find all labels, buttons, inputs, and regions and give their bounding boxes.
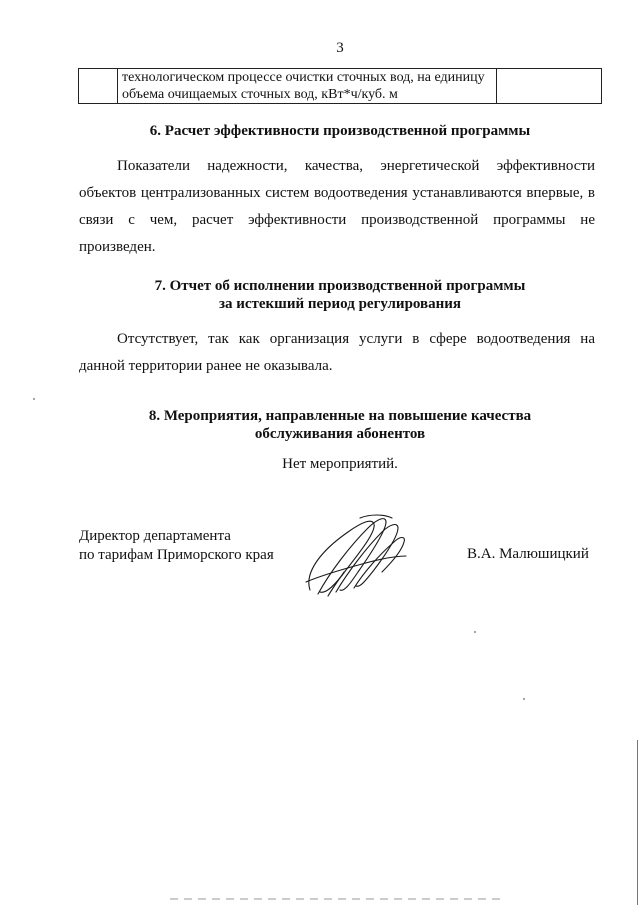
section-7-title — [80, 277, 600, 313]
section-8-text: Нет мероприятий. — [282, 456, 398, 472]
signer-position — [79, 527, 274, 565]
scan-edge-line — [637, 740, 638, 905]
scan-bottom-noise — [170, 898, 500, 900]
scan-speck — [474, 631, 476, 633]
table-row — [79, 69, 602, 104]
signer-position-line2: по тарифам Приморского края — [79, 547, 274, 563]
section-8-title — [80, 407, 600, 443]
section-7-title-line1: 7. Отчет об исполнении производственной программы — [154, 278, 526, 294]
section-8-title-line2: обслуживания абонентов — [254, 426, 426, 442]
page-number: 3 — [336, 40, 344, 56]
table-cell-value — [497, 69, 602, 104]
scan-speck — [523, 698, 525, 700]
scan-speck — [33, 398, 35, 400]
table-cell-description: технологическом процессе очистки сточных вод, на единицу объема очищаемых сточных вод, кВт*ч/куб. м — [118, 69, 497, 104]
section-6-text: Показатели надежности, качества, энергетической эффективности объектов централизованных систем водоотведения устанавливаются впервые, в связи с чем, расчет эффективности производственной программы не произведен. — [79, 158, 595, 255]
section-8-title-line1: 8. Мероприятия, направленные на повышение качества — [148, 408, 532, 424]
section-7-title-line2: за истекший период регулирования — [218, 296, 462, 312]
handwritten-signature — [300, 512, 410, 604]
section-7-text: Отсутствует, так как организация услуги в сфере водоотведения на данной территории ранее не оказывала. — [79, 331, 595, 374]
signer-name: В.А. Малюшицкий — [467, 546, 589, 562]
section-6-title: 6. Расчет эффективности производственной программы — [149, 123, 531, 139]
table-cell-number — [79, 69, 118, 104]
indicator-table — [78, 68, 602, 104]
signer-position-line1: Директор департамента — [79, 528, 231, 544]
